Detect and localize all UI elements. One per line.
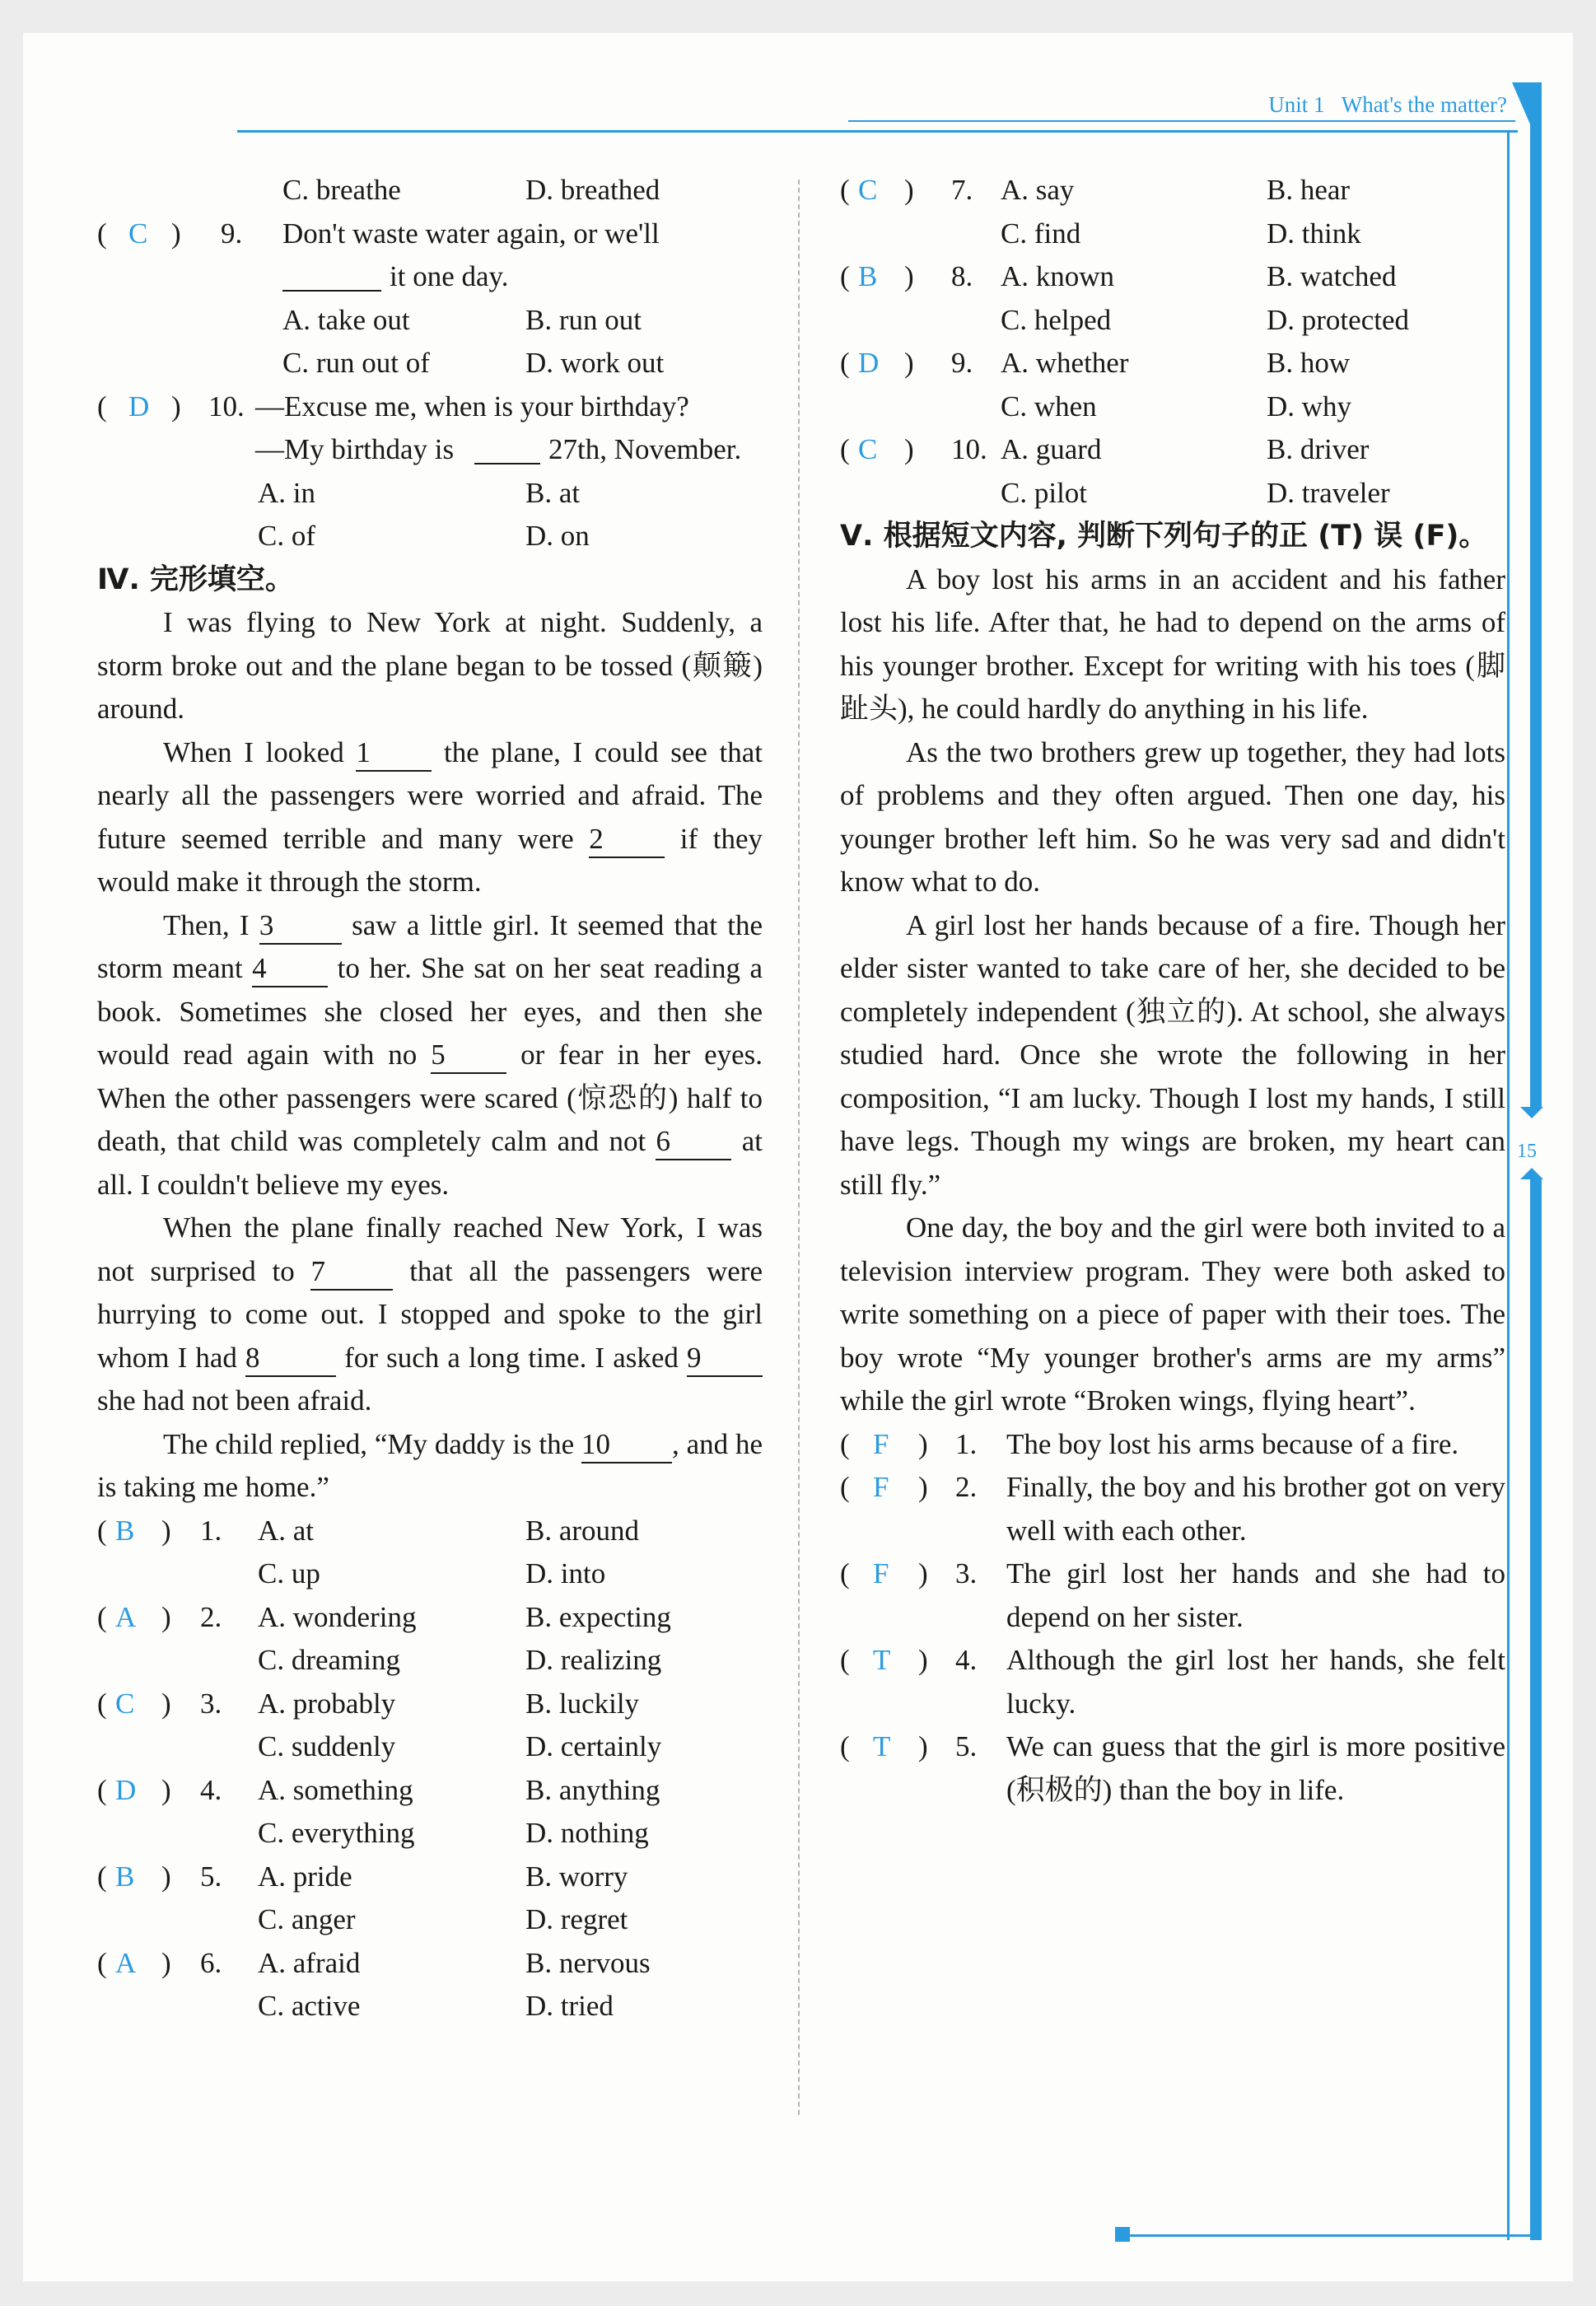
question-10: ( D ) 10. —Excuse me, when is your birthday?: [97, 385, 763, 429]
answer-mark: F: [873, 1471, 889, 1503]
cloze-blank-4: 4: [252, 951, 328, 987]
cloze-question: ( B ) 5. A. pride B. worry: [97, 1856, 763, 1899]
footer-rule: [1127, 2234, 1530, 2237]
option-a: A. say: [1001, 174, 1075, 206]
side-bar-top: [1530, 87, 1542, 1107]
statement-text: Finally, the boy and his brother got on very well with each other.: [1006, 1471, 1505, 1547]
answer-mark: B: [858, 260, 878, 292]
cloze-question: ( A ) 2. A. wondering B. expecting: [97, 1596, 763, 1640]
cloze-question-options: [97, 1812, 763, 1856]
cloze-question-options: [97, 1725, 763, 1769]
question-number: 10.: [951, 433, 987, 465]
cloze-options-list: [97, 1510, 763, 2028]
reading-paragraph-2: As the two brothers grew up together, they had lots of problems and they often argued. Then one day, his younger brother left him. So he was very sad and didn't know what to do.: [840, 735, 1505, 898]
answer-mark: D: [128, 390, 150, 422]
option-d: D. work out: [525, 347, 665, 379]
answer-mark: B: [115, 1514, 135, 1547]
cloze-question-options: [840, 472, 1505, 516]
option-c: C. helped: [1001, 303, 1112, 336]
question-number: 2.: [200, 1600, 222, 1633]
answer-mark: D: [115, 1773, 137, 1806]
option-b: B. how: [1267, 347, 1351, 379]
option-c: C. breathe: [282, 174, 401, 206]
cloze-question-options: [97, 1898, 763, 1942]
q10-options-ab: [97, 472, 763, 516]
cloze-blank-10: 10: [581, 1427, 672, 1463]
statement-text: Although the girl lost her hands, she felt lucky.: [1006, 1644, 1505, 1720]
question-number: 1.: [200, 1514, 222, 1547]
option-d: D. breathed: [525, 174, 660, 206]
answer-mark: C: [128, 217, 148, 250]
answer-mark: F: [873, 1427, 889, 1460]
cloze-blank-6: 6: [656, 1124, 731, 1160]
option-a: A. something: [258, 1773, 413, 1806]
question-number: 5.: [955, 1730, 978, 1762]
option-c: C. run out of: [282, 347, 430, 379]
statement-text: The girl lost her hands and she had to depend on her sister.: [1006, 1557, 1505, 1633]
reading-paragraph-4: One day, the boy and the girl were both invited to a television interview program. They were both asked to write something on a piece of paper with their toes. The boy wrote “My younger brother's arms are my arms” while the girl wrote “Broken wings, flying heart”.: [840, 1211, 1505, 1417]
notch-down-icon: [1520, 1107, 1543, 1118]
q9-options-cd: [97, 342, 763, 385]
tf-question: ( F ) 3. The girl lost her hands and she had to depend on her sister.: [840, 1552, 1505, 1639]
page-number: 15: [1517, 1141, 1537, 1162]
answer-mark: B: [115, 1860, 135, 1893]
option-d: D. into: [525, 1557, 606, 1589]
tf-question: ( F ) 2. Finally, the boy and his brother got on very well with each other.: [840, 1466, 1505, 1552]
question-text: —Excuse me, when is your birthday?: [255, 390, 689, 422]
option-b: B. luckily: [525, 1687, 640, 1720]
option-d: D. on: [525, 520, 590, 552]
option-a: A. whether: [1001, 347, 1129, 379]
cloze-options-list-continued: [840, 169, 1505, 515]
option-d: D. traveler: [1267, 476, 1390, 509]
option-a: A. afraid: [258, 1946, 361, 1979]
running-header: [1186, 92, 1507, 118]
option-b: B. nervous: [525, 1946, 651, 1979]
answer-mark: F: [873, 1557, 889, 1589]
cloze-blank-3: 3: [259, 908, 342, 945]
cloze-blank-8: 8: [245, 1341, 336, 1377]
question-number: 4.: [955, 1644, 978, 1676]
option-a: A. take out: [282, 303, 410, 336]
question-text-cont: it one day.: [390, 260, 509, 292]
tf-question: ( T ) 5. We can guess that the girl is more positive (积极的) than the boy in life.: [840, 1725, 1505, 1812]
cloze-question: ( B ) 8. A. known B. watched: [840, 255, 1505, 299]
cloze-question: ( B ) 1. A. at B. around: [97, 1510, 763, 1553]
tf-question: ( F ) 1. The boy lost his arms because of a fire.: [840, 1423, 1505, 1467]
reading-paragraph-1: A boy lost his arms in an accident and his father lost his life. After that, he had to depend on the arms of his younger brother. Except for writing with his toes (脚趾头), he could hardly do anything in his life.: [840, 562, 1505, 725]
q10-options-cd: [97, 515, 763, 558]
question-number: 9.: [221, 217, 243, 250]
answer-mark: D: [858, 347, 880, 379]
option-a: A. in: [258, 476, 315, 509]
answer-mark: C: [115, 1687, 135, 1720]
answer-blank: [282, 260, 381, 292]
column-divider: [798, 180, 800, 2115]
option-b: B. at: [525, 476, 581, 509]
cloze-question-options: [97, 1639, 763, 1683]
option-c: C. active: [258, 1990, 361, 2022]
cloze-paragraph-4: When the plane finally reached New York, I was not surprised to 7 that all the passengers were hurrying to come out. I stopped and spoke to the girl whom I had 8 for such a long time. I asked 9 she had not been afraid.: [97, 1211, 763, 1417]
question-9-line2: [97, 255, 763, 299]
section-5-title: Ⅴ. 根据短文内容, 判断下列句子的正 (T) 误 (F)。: [840, 520, 1488, 553]
answer-mark: T: [873, 1730, 891, 1762]
option-b: B. watched: [1267, 260, 1397, 292]
question-number: 6.: [200, 1946, 222, 1979]
left-column: [97, 169, 763, 2028]
question-text-a: —My birthday is: [255, 433, 455, 465]
option-b: B. anything: [525, 1773, 660, 1806]
tf-question: ( T ) 4. Although the girl lost her hands, she felt lucky.: [840, 1639, 1505, 1725]
cloze-question: ( A ) 6. A. afraid B. nervous: [97, 1942, 763, 1986]
cloze-question-options: [97, 1985, 763, 2028]
option-a: A. wondering: [258, 1600, 417, 1633]
option-c: C. anger: [258, 1903, 356, 1935]
option-a: A. guard: [1001, 433, 1102, 465]
question-number: 2.: [955, 1471, 978, 1503]
header-rule-top: [848, 120, 1515, 122]
cloze-question: ( D ) 9. A. whether B. how: [840, 342, 1505, 385]
cloze-blank-9: 9: [687, 1341, 763, 1377]
option-b: B. worry: [525, 1860, 628, 1893]
question-number: 7.: [951, 174, 973, 206]
cloze-paragraph-5: The child replied, “My daddy is the 10 , and he is taking me home.”: [97, 1427, 763, 1503]
option-b: B. run out: [525, 303, 642, 336]
question-text-b: 27th, November.: [548, 433, 742, 465]
section-4-title: Ⅳ. 完形填空。: [97, 562, 294, 596]
true-false-list: [840, 1423, 1505, 1813]
option-a: A. probably: [258, 1687, 396, 1720]
cloze-paragraph-3: Then, I 3 saw a little girl. It seemed that the storm meant 4 to her. She sat on her seat reading a book. Sometimes she closed her eyes, and then she would read again with no 5 or fear in her eyes. When the other passengers were scared (惊恐的) half to death, that child was completely calm and not 6 at all. I couldn't believe my eyes.: [97, 908, 763, 1201]
q8-options-cd: [97, 169, 763, 212]
option-b: B. driver: [1267, 433, 1370, 465]
option-b: B. hear: [1267, 174, 1351, 206]
option-c: C. when: [1001, 390, 1097, 422]
answer-blank: [474, 433, 540, 464]
question-number: 3.: [200, 1687, 222, 1720]
option-d: D. certainly: [525, 1730, 662, 1762]
cloze-blank-1: 1: [356, 735, 432, 772]
cloze-question-options: [840, 299, 1505, 343]
question-number: 4.: [200, 1773, 222, 1806]
question-number: 5.: [200, 1860, 222, 1893]
question-text: Don't waste water again, or we'll: [282, 217, 660, 250]
option-a: A. at: [258, 1514, 315, 1547]
cloze-question-options: [840, 212, 1505, 256]
cloze-question: ( C ) 7. A. say B. hear: [840, 169, 1505, 212]
cloze-question-options: [97, 1552, 763, 1596]
answer-mark: C: [858, 433, 878, 465]
option-c: C. dreaming: [258, 1644, 401, 1676]
question-number: 8.: [951, 260, 973, 292]
cloze-blank-7: 7: [310, 1254, 393, 1291]
option-c: C. suddenly: [258, 1730, 396, 1762]
option-a: A. known: [1001, 260, 1115, 292]
q9-options-ab: [97, 299, 763, 343]
side-rule: [1507, 132, 1510, 2240]
header-title: What's the matter?: [1341, 92, 1507, 117]
option-d: D. think: [1267, 217, 1361, 250]
side-bar-bottom: [1530, 1179, 1542, 2240]
option-c: C. of: [258, 520, 315, 552]
question-9: ( C ) 9. Don't waste water again, or we'll: [97, 212, 763, 256]
cloze-paragraph-1: I was flying to New York at night. Suddenly, a storm broke out and the plane began to be tossed (颠簸) around.: [97, 606, 763, 725]
cloze-question: ( D ) 4. A. something B. anything: [97, 1769, 763, 1813]
answer-mark: C: [858, 174, 878, 206]
cloze-question: ( C ) 3. A. probably B. luckily: [97, 1683, 763, 1726]
cloze-question: ( C ) 10. A. guard B. driver: [840, 428, 1505, 472]
header-rule: [237, 130, 1518, 133]
option-b: B. around: [525, 1514, 640, 1547]
option-d: D. realizing: [525, 1644, 662, 1676]
question-number: 1.: [955, 1427, 978, 1460]
option-b: B. expecting: [525, 1600, 671, 1633]
cloze-blank-5: 5: [431, 1038, 506, 1074]
question-number: 3.: [955, 1557, 978, 1589]
option-d: D. regret: [525, 1903, 628, 1935]
cloze-paragraph-2: When I looked 1 the plane, I could see that nearly all the passengers were worried and afraid. The future seemed terrible and many were 2 if they would make it through the storm.: [97, 735, 763, 898]
reading-paragraph-3: A girl lost her hands because of a fire. Though her elder sister wanted to take care of her, she decided to be completely independent (独立的). At school, she always studied hard. Once she wrote the following in her composition, “I am lucky. Though I lost my hands, I still have legs. Though my wings are broken, my heart can still fly.”: [840, 908, 1505, 1201]
option-a: A. pride: [258, 1860, 352, 1893]
question-10-line2: [97, 428, 763, 472]
option-d: D. protected: [1267, 303, 1409, 336]
cloze-blank-2: 2: [589, 822, 665, 858]
option-c: C. everything: [258, 1817, 415, 1849]
right-column: [840, 169, 1505, 1812]
option-c: C. pilot: [1001, 476, 1088, 509]
answer-mark: A: [115, 1946, 137, 1979]
notch-up-icon: [1520, 1168, 1543, 1179]
question-number: 9.: [951, 347, 973, 379]
answer-mark: T: [873, 1644, 891, 1676]
question-number: 10.: [208, 390, 245, 422]
option-d: D. tried: [525, 1990, 614, 2022]
option-c: C. find: [1001, 217, 1081, 250]
header-unit: Unit 1: [1268, 92, 1325, 117]
statement-text: The boy lost his arms because of a fire.: [1006, 1427, 1459, 1460]
answer-mark: A: [115, 1600, 137, 1633]
statement-text: We can guess that the girl is more positive (积极的) than the boy in life.: [1006, 1730, 1505, 1806]
option-d: D. why: [1267, 390, 1352, 422]
option-d: D. nothing: [525, 1817, 649, 1849]
cloze-question-options: [840, 385, 1505, 429]
option-c: C. up: [258, 1557, 320, 1589]
